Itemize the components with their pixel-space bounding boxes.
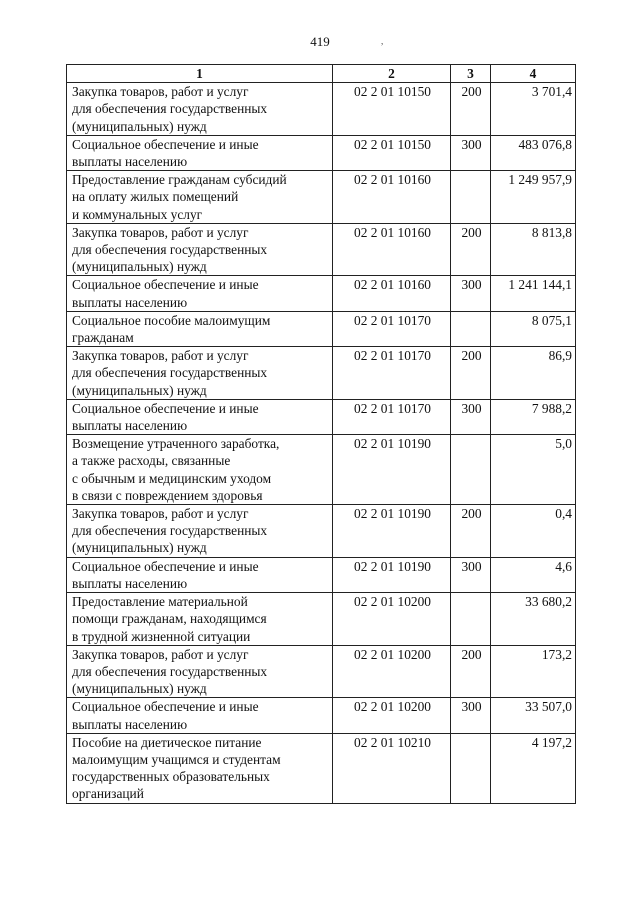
row-code-cell: 02 2 01 10170 (333, 311, 451, 346)
row-code-cell: 02 2 01 10170 (333, 399, 451, 434)
row-type-cell: 200 (451, 223, 491, 276)
row-name-cell: Социальное обеспечение и иные выплаты населению (67, 276, 333, 311)
row-amount-cell: 5,0 (491, 435, 576, 505)
row-code-cell: 02 2 01 10190 (333, 435, 451, 505)
header-col-3: 3 (451, 65, 491, 83)
row-amount-cell: 1 249 957,9 (491, 171, 576, 224)
table-row (67, 733, 576, 803)
row-name-cell: Социальное обеспечение и иные выплаты населению (67, 557, 333, 592)
row-type-cell (451, 435, 491, 505)
row-name-cell: Пособие на диетическое питание малоимущим учащимся и студентам государственных образовательных организаций (67, 733, 333, 803)
row-name-cell: Социальное обеспечение и иные выплаты населению (67, 399, 333, 434)
row-code-cell: 02 2 01 10190 (333, 505, 451, 558)
row-code-cell: 02 2 01 10190 (333, 557, 451, 592)
table-row (67, 399, 576, 434)
row-amount-cell: 33 680,2 (491, 593, 576, 646)
row-amount-cell: 7 988,2 (491, 399, 576, 434)
row-name-cell: Закупка товаров, работ и услуг для обеспечения государственных (муниципальных) нужд (67, 83, 333, 136)
row-type-cell: 200 (451, 505, 491, 558)
budget-table (66, 64, 576, 804)
table-row (67, 223, 576, 276)
row-amount-cell: 8 075,1 (491, 311, 576, 346)
row-amount-cell: 4,6 (491, 557, 576, 592)
table-row (67, 505, 576, 558)
row-amount-cell: 1 241 144,1 (491, 276, 576, 311)
row-type-cell: 200 (451, 347, 491, 400)
row-name-cell: Социальное обеспечение и иные выплаты населению (67, 135, 333, 170)
table-row (67, 276, 576, 311)
row-name-cell: Закупка товаров, работ и услуг для обеспечения государственных (муниципальных) нужд (67, 347, 333, 400)
row-code-cell: 02 2 01 10170 (333, 347, 451, 400)
row-name-cell: Закупка товаров, работ и услуг для обеспечения государственных (муниципальных) нужд (67, 223, 333, 276)
row-type-cell: 300 (451, 399, 491, 434)
row-amount-cell: 8 813,8 (491, 223, 576, 276)
row-amount-cell: 33 507,0 (491, 698, 576, 733)
row-amount-cell: 483 076,8 (491, 135, 576, 170)
row-type-cell (451, 311, 491, 346)
row-amount-cell: 86,9 (491, 347, 576, 400)
table-row (67, 83, 576, 136)
row-type-cell: 200 (451, 645, 491, 698)
table-row (67, 435, 576, 505)
table-row (67, 347, 576, 400)
row-code-cell: 02 2 01 10200 (333, 593, 451, 646)
row-amount-cell: 4 197,2 (491, 733, 576, 803)
header-col-4: 4 (491, 65, 576, 83)
table-row (67, 593, 576, 646)
row-type-cell: 300 (451, 135, 491, 170)
row-name-cell: Предоставление материальной помощи гражданам, находящимся в трудной жизненной ситуации (67, 593, 333, 646)
row-type-cell: 300 (451, 276, 491, 311)
row-name-cell: Закупка товаров, работ и услуг для обеспечения государственных (муниципальных) нужд (67, 505, 333, 558)
row-type-cell (451, 593, 491, 646)
row-amount-cell: 0,4 (491, 505, 576, 558)
table-row (67, 311, 576, 346)
row-code-cell: 02 2 01 10200 (333, 645, 451, 698)
row-name-cell: Закупка товаров, работ и услуг для обеспечения государственных (муниципальных) нужд (67, 645, 333, 698)
scan-mark: , (381, 36, 384, 46)
header-col-2: 2 (333, 65, 451, 83)
table-row (67, 171, 576, 224)
row-code-cell: 02 2 01 10150 (333, 135, 451, 170)
row-type-cell (451, 733, 491, 803)
row-code-cell: 02 2 01 10200 (333, 698, 451, 733)
table-row (67, 698, 576, 733)
row-type-cell: 300 (451, 557, 491, 592)
page-number: 419 (310, 34, 330, 49)
row-code-cell: 02 2 01 10150 (333, 83, 451, 136)
row-name-cell: Социальное обеспечение и иные выплаты населению (67, 698, 333, 733)
row-code-cell: 02 2 01 10160 (333, 276, 451, 311)
row-type-cell (451, 171, 491, 224)
row-amount-cell: 173,2 (491, 645, 576, 698)
row-code-cell: 02 2 01 10160 (333, 223, 451, 276)
row-code-cell: 02 2 01 10160 (333, 171, 451, 224)
row-name-cell: Предоставление гражданам субсидий на оплату жилых помещений и коммунальных услуг (67, 171, 333, 224)
table-header-row (67, 65, 576, 83)
row-amount-cell: 3 701,4 (491, 83, 576, 136)
table-row (67, 645, 576, 698)
row-code-cell: 02 2 01 10210 (333, 733, 451, 803)
table-row (67, 557, 576, 592)
row-name-cell: Социальное пособие малоимущим гражданам (67, 311, 333, 346)
row-type-cell: 200 (451, 83, 491, 136)
table-row (67, 135, 576, 170)
row-type-cell: 300 (451, 698, 491, 733)
header-col-1: 1 (67, 65, 333, 83)
row-name-cell: Возмещение утраченного заработка, а также расходы, связанные с обычным и медицинским уходом в связи с повреждением здоровья (67, 435, 333, 505)
